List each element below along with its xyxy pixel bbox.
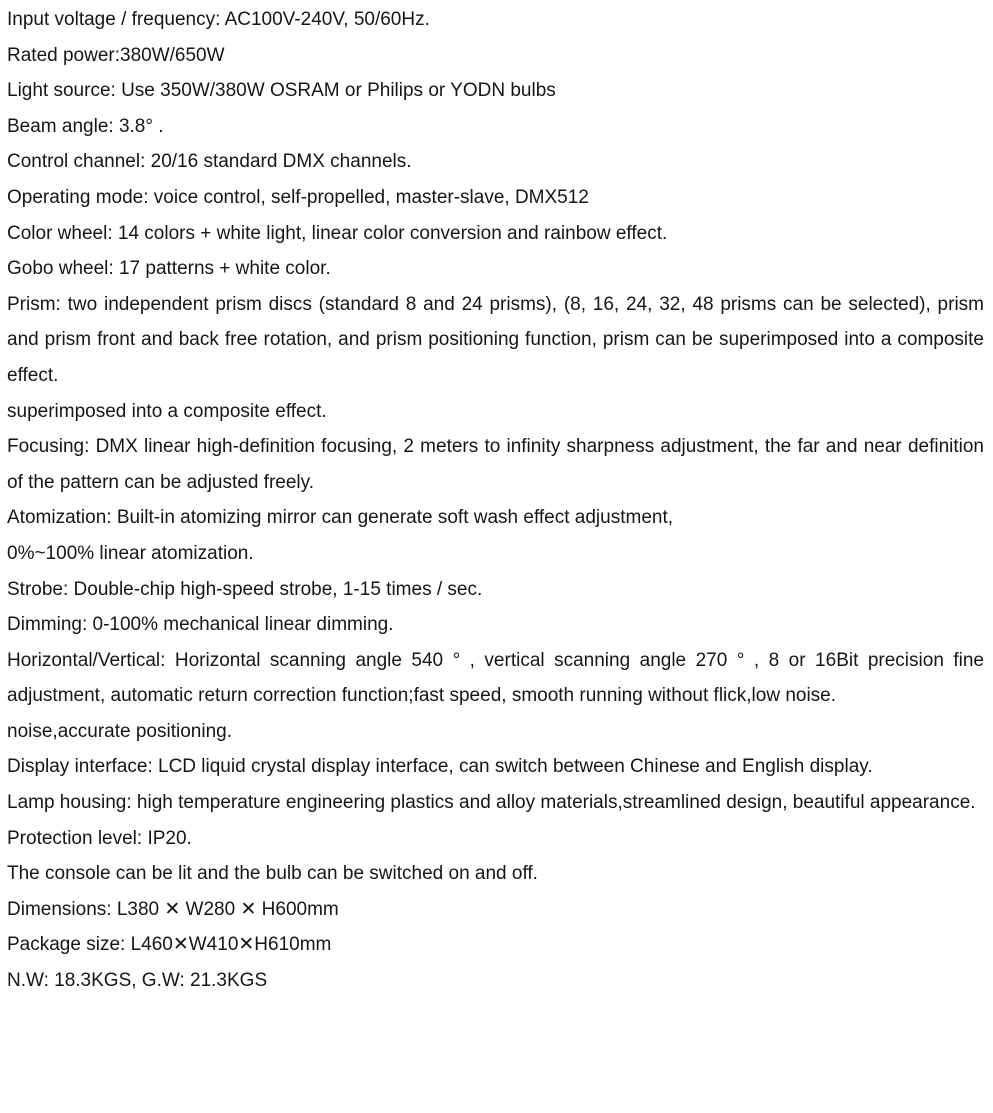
spec-line-superimposed: superimposed into a composite effect.	[7, 400, 327, 422]
spec-paragraph-prism: Prism: two independent prism discs (standard 8 and 24 prisms), (8, 16, 24, 32, 48 prisms can be selected), prism and prism front and back free rotation, and prism positioning function, prism can be superimposed into a composite effect.	[7, 293, 984, 386]
spec-line-atomization: Atomization: Built-in atomizing mirror can generate soft wash effect adjustment,	[7, 507, 674, 529]
spec-line-weight: N.W: 18.3KGS, G.W: 21.3KGS	[7, 970, 268, 992]
spec-line-atomization-range: 0%~100% linear atomization.	[7, 542, 254, 564]
spec-line-console: The console can be lit and the bulb can be switched on and off.	[7, 863, 538, 885]
spec-line-noise: noise,accurate positioning.	[7, 720, 232, 742]
spec-line-input-voltage: Input voltage / frequency: AC100V-240V, 50/60Hz.	[7, 9, 430, 30]
spec-line-dimensions: Dimensions: L380 ✕ W280 ✕ H600mm	[7, 898, 339, 920]
spec-line-operating-mode: Operating mode: voice control, self-propelled, master-slave, DMX512	[7, 186, 589, 208]
spec-line-control-channel: Control channel: 20/16 standard DMX channels.	[7, 151, 412, 173]
spec-paragraph-display-interface: Display interface: LCD liquid crystal display interface, can switch between Chinese and English display.	[7, 756, 873, 778]
spec-line-beam-angle: Beam angle: 3.8° .	[7, 115, 164, 137]
spec-paragraph-horizontal-vertical: Horizontal/Vertical: Horizontal scanning angle 540 ° , vertical scanning angle 270 ° , 8 or 16Bit precision fine adjustment, automatic return correction function;fast speed, smooth running without flick,low noise.	[7, 649, 984, 707]
spec-line-package-size: Package size: L460✕W410✕H610mm	[7, 934, 332, 956]
spec-paragraph-lamp-housing: Lamp housing: high temperature engineering plastics and alloy materials,streamlined design, beautiful appearance.	[7, 792, 976, 814]
spec-line-strobe: Strobe: Double-chip high-speed strobe, 1-15 times / sec.	[7, 578, 483, 600]
spec-line-color-wheel: Color wheel: 14 colors + white light, linear color conversion and rainbow effect.	[7, 222, 668, 244]
spec-line-gobo-wheel: Gobo wheel: 17 patterns + white color.	[7, 258, 331, 280]
spec-line-rated-power: Rated power:380W/650W	[7, 44, 225, 66]
spec-paragraph-focusing: Focusing: DMX linear high-definition focusing, 2 meters to infinity sharpness adjustment, the far and near definition of the pattern can be adjusted freely.	[7, 436, 984, 493]
spec-line-protection-level: Protection level: IP20.	[7, 827, 192, 849]
spec-line-dimming: Dimming: 0-100% mechanical linear dimming.	[7, 614, 394, 636]
spec-line-light-source: Light source: Use 350W/380W OSRAM or Philips or YODN bulbs	[7, 80, 556, 102]
